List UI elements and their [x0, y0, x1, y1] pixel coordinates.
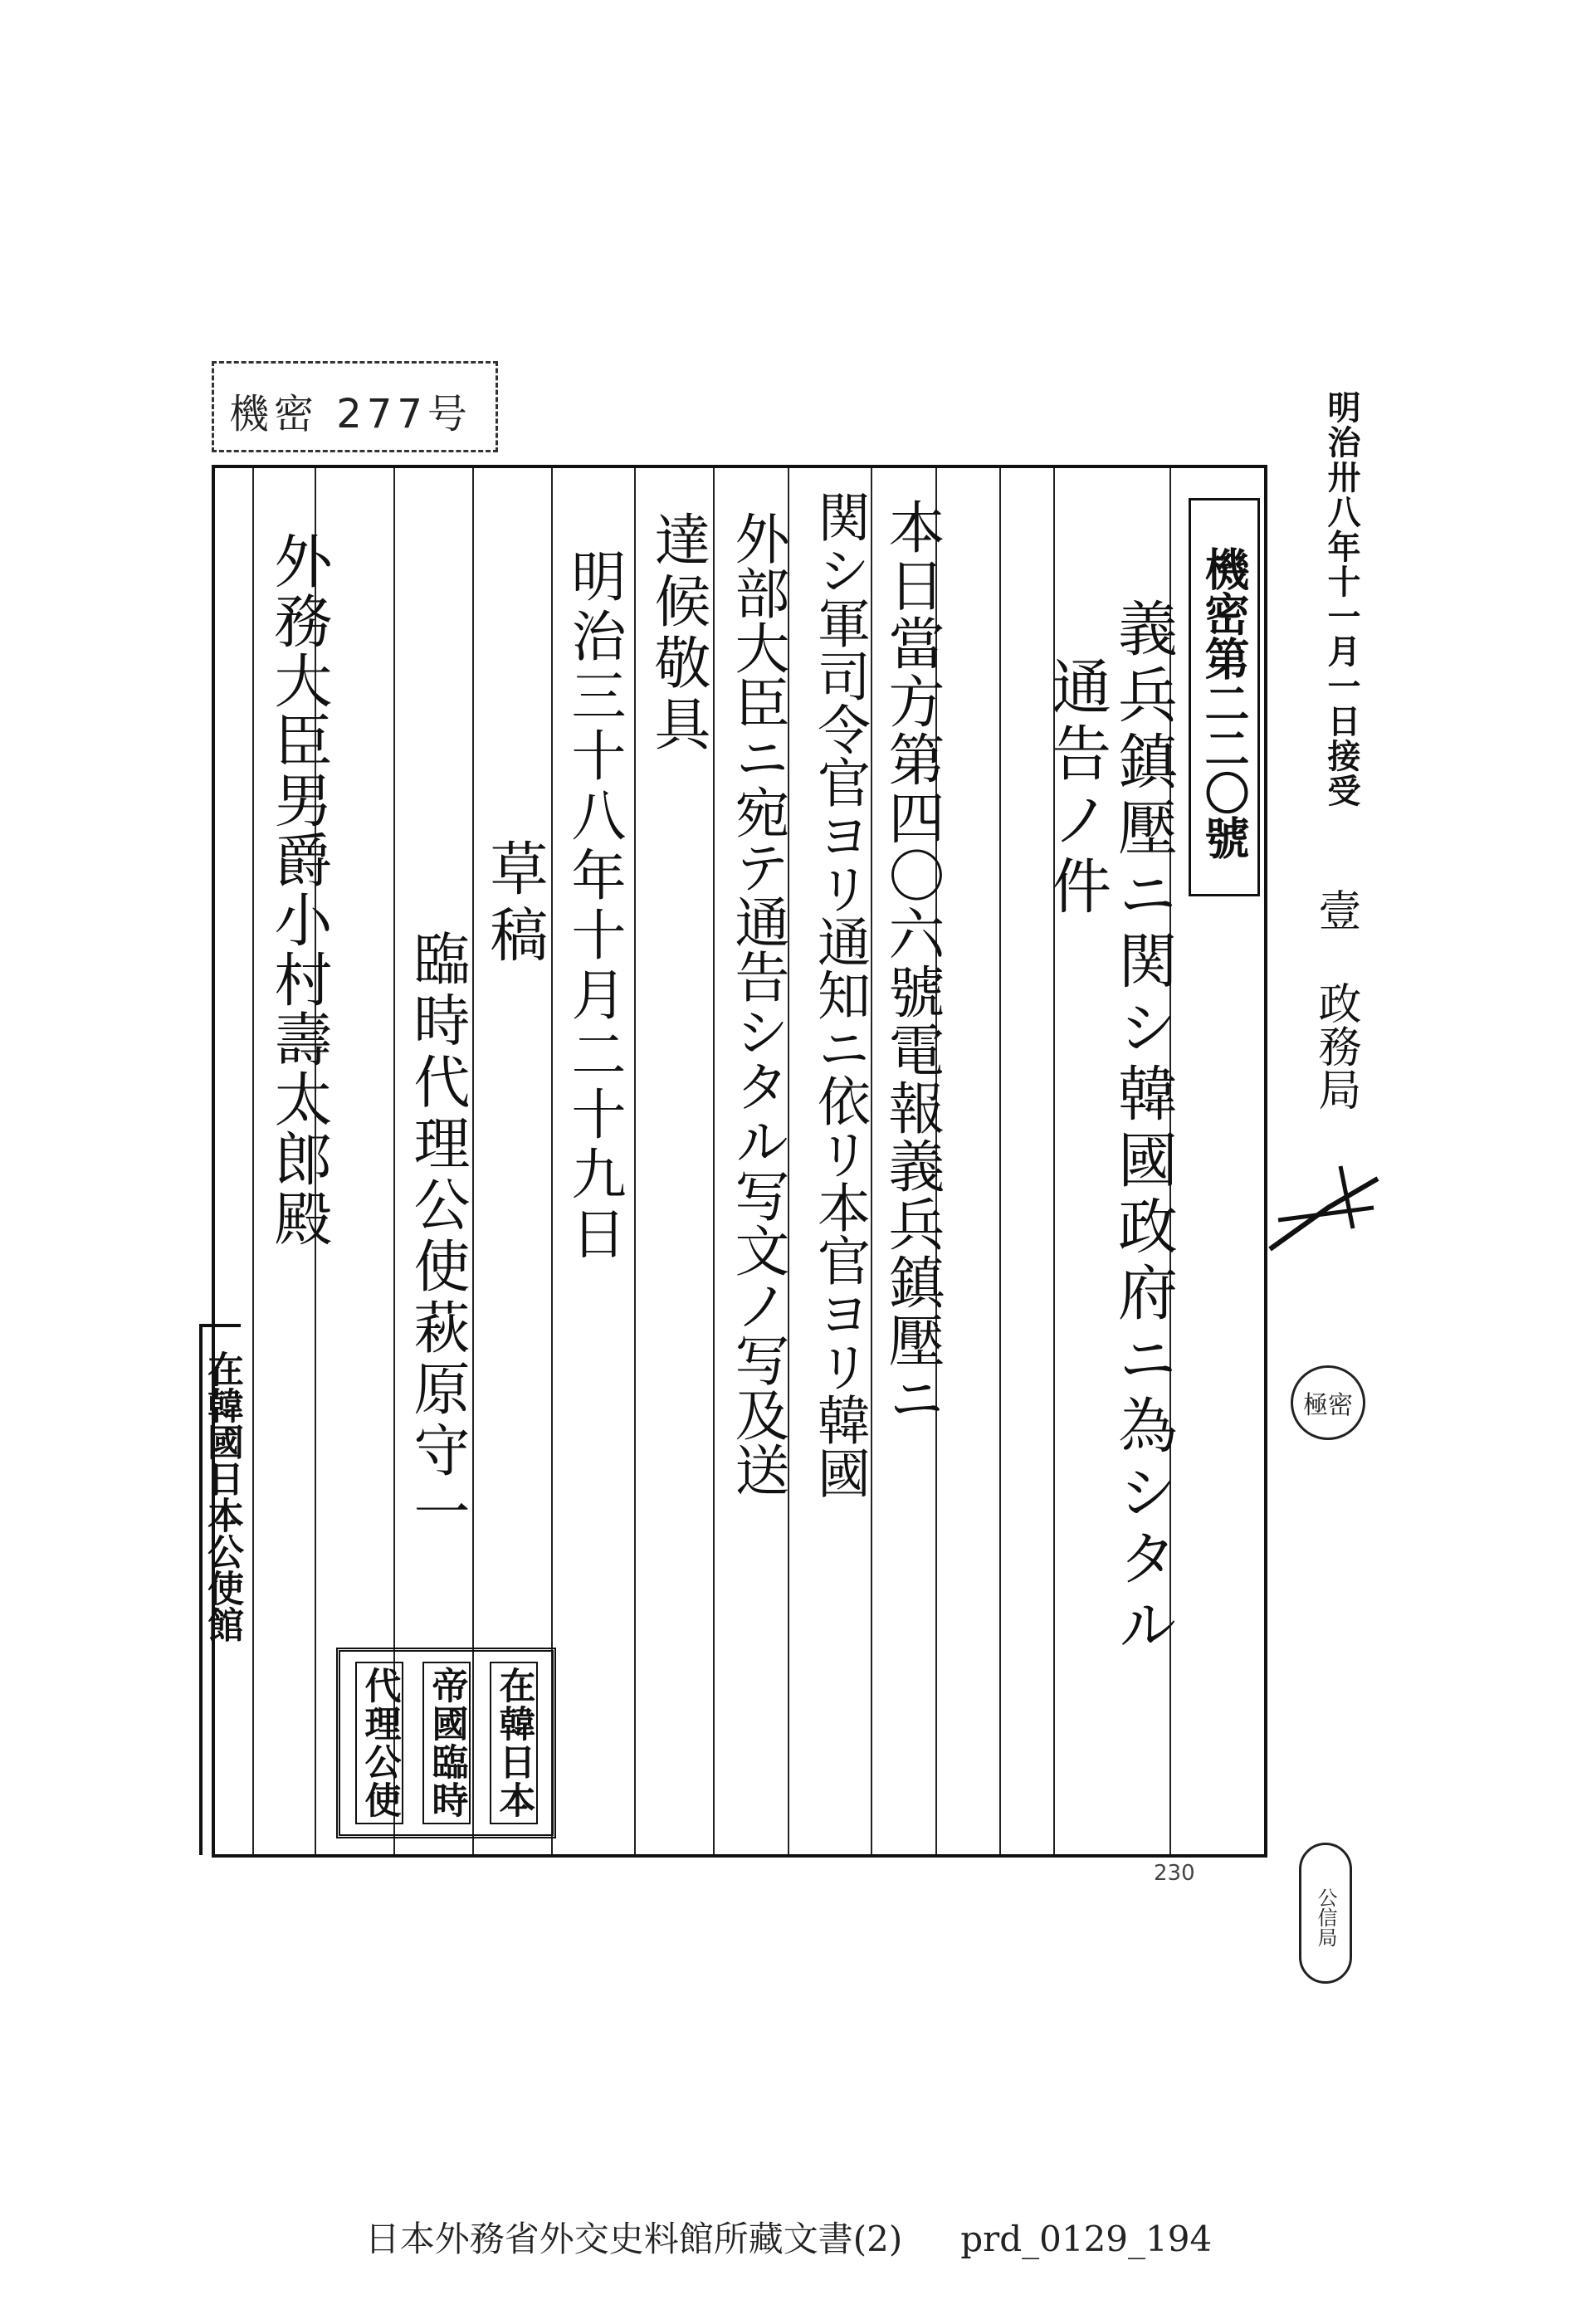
rule-line: [999, 468, 1001, 1854]
seal-text-left: 代理公使: [355, 1662, 403, 1824]
round-stamp-text: 極密: [1303, 1391, 1353, 1420]
top-stamp: [212, 361, 498, 452]
seal-text-middle: 帝國臨時: [422, 1662, 471, 1824]
frame-bottom-label: 230: [1154, 1861, 1195, 1886]
body-line-3: 外部大臣ニ宛テ通告シタル写文ノ写及送: [725, 510, 789, 1496]
rule-line: [393, 468, 395, 1854]
document-number: 機密第二二〇號: [1189, 498, 1260, 896]
rule-line: [551, 468, 553, 1854]
collection-name: 日本外務省外交史料館所藏文書(2): [364, 2219, 903, 2259]
confidential-round-stamp: [1291, 1365, 1365, 1440]
recipient-line: 外務大臣男爵小村壽太郎殿: [265, 531, 333, 1248]
handwritten-check-mark: [1262, 1162, 1386, 1262]
subject-line-2: 通告ノ件: [1042, 656, 1111, 921]
rule-line: [634, 468, 636, 1854]
page-identifier: prd_0129_194: [960, 2219, 1213, 2259]
seal-text-right: 在韓日本: [490, 1662, 538, 1824]
legation-seal: [336, 1648, 556, 1838]
body-line-4: 達候敬具: [645, 510, 710, 756]
subject-line-1: 義兵鎮壓ニ関シ韓國政府ニ為シタル: [1108, 598, 1178, 1660]
closing-line: 草稿: [481, 838, 549, 971]
sender-line: 臨時代理公使萩原守一: [404, 930, 470, 1544]
oval-stamp: 公信局: [1299, 1843, 1352, 1984]
bureau-margin-mark: 壹 政務局: [1311, 888, 1360, 1111]
receipt-margin-note: 明治卅八年十一月一日接受: [1322, 390, 1360, 808]
rule-line: [252, 468, 254, 1854]
body-line-1: 本日當方第四〇六號電報義兵鎮壓ニ: [879, 498, 945, 1428]
date-line: 明治三十八年十月二十九日: [562, 548, 626, 1265]
page-footer: [0, 2212, 1577, 2262]
legation-letterhead: 在韓國日本公使館: [199, 1324, 241, 1855]
top-stamp-text: 機密 277号: [229, 391, 472, 437]
body-line-2: 関シ軍司令官ヨリ通知ニ依リ本官ヨリ韓國: [808, 490, 870, 1499]
